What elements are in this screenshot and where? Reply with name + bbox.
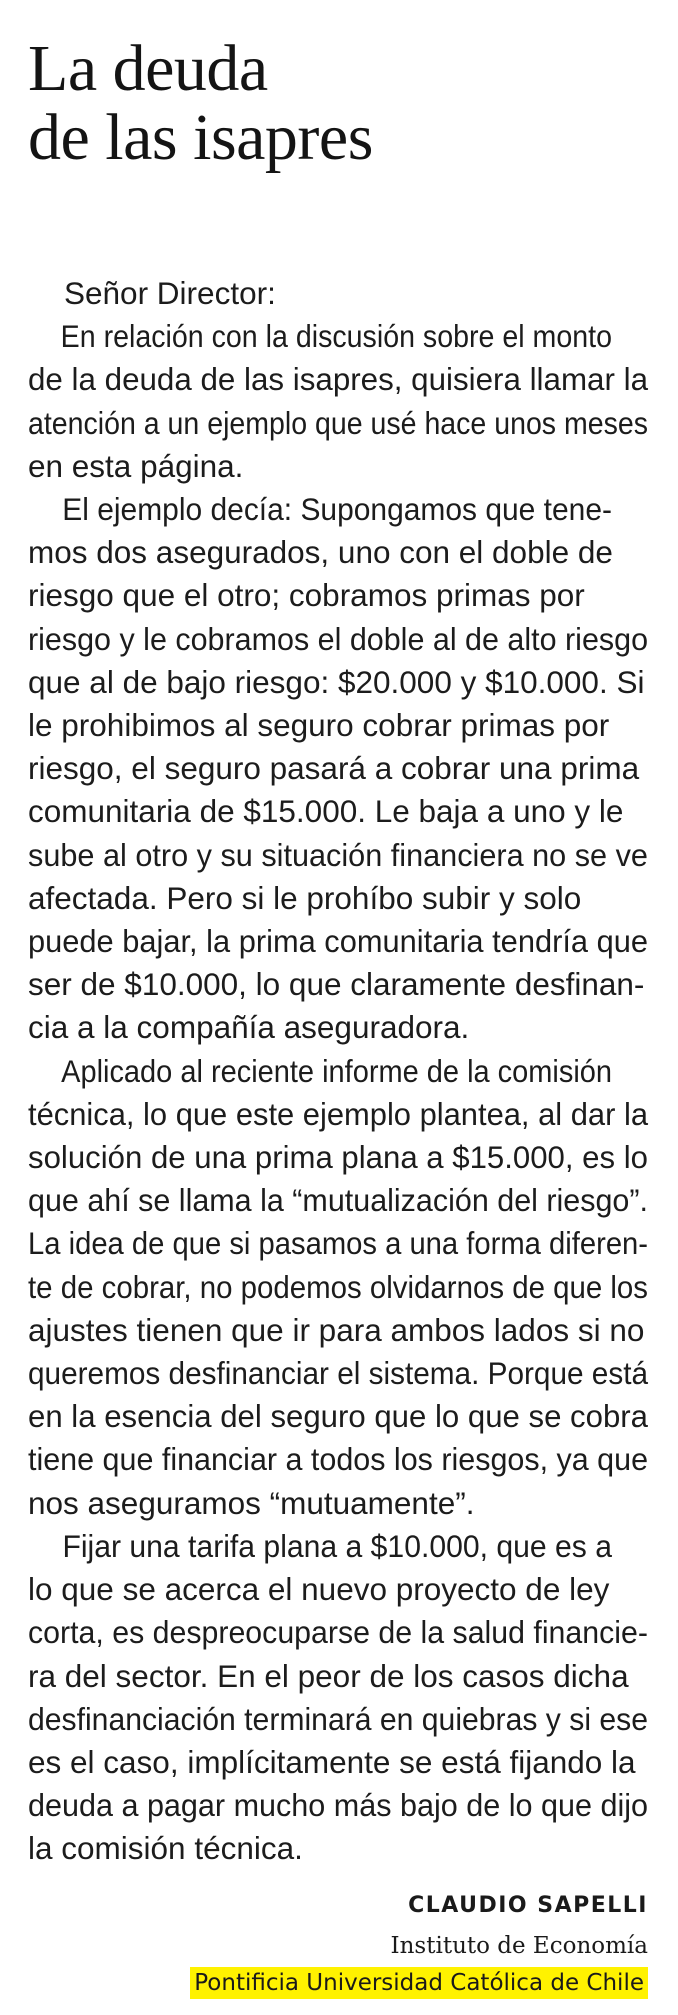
paragraph-line: En relación con la discusión sobre el monto bbox=[60, 318, 612, 355]
paragraph-line: que al de bajo riesgo: $20.000 y $10.000. Si bbox=[28, 663, 645, 700]
paragraph-line: El ejemplo decía: Supongamos que tene- bbox=[62, 491, 612, 528]
paragraph-line: La idea de que si pasamos a una forma diferen- bbox=[28, 1225, 649, 1262]
paragraph-line: tiene que financiar a todos los riesgos, ya que bbox=[28, 1441, 649, 1478]
paragraph-line: te de cobrar, no podemos olvidarnos de que los bbox=[28, 1268, 649, 1305]
paragraph-line: comunitaria de $15.000. Le baja a uno y le bbox=[28, 793, 624, 830]
paragraph-line: queremos desfinanciar el sistema. Porque está bbox=[28, 1355, 649, 1392]
paragraph-line: ser de $10.000, lo que claramente desfinan- bbox=[28, 966, 645, 1003]
paragraph-line: ra del sector. En el peor de los casos dicha bbox=[28, 1657, 629, 1694]
paragraph-line: de la deuda de las isapres, quisiera llamar la bbox=[28, 361, 648, 398]
paragraph-line: es el caso, implícitamente se está fijando la bbox=[28, 1743, 636, 1780]
paragraph-line: riesgo y le cobramos el doble al de alto riesgo bbox=[28, 620, 649, 657]
letter-paragraph bbox=[28, 272, 660, 315]
paragraph-line: mos dos asegurados, uno con el doble de bbox=[28, 534, 613, 571]
paragraph-line: que ahí se llama la “mutualización del riesgo”. bbox=[28, 1182, 649, 1219]
title-line-2: de las isapres bbox=[28, 101, 373, 174]
letter-paragraph bbox=[28, 1050, 660, 1525]
paragraph-line: deuda a pagar mucho más bajo de lo que dijo bbox=[28, 1787, 649, 1824]
letter-paragraph bbox=[28, 315, 660, 488]
paragraph-line: atención a un ejemplo que usé hace unos meses bbox=[28, 404, 649, 441]
paragraph-line: desfinanciación terminará en quiebras y si ese bbox=[28, 1700, 649, 1737]
paragraph-line: lo que se acerca el nuevo proyecto de ley bbox=[28, 1571, 610, 1608]
letter-paragraph bbox=[28, 1525, 660, 1871]
paragraph-line: en la esencia del seguro que lo que se cobra bbox=[28, 1398, 648, 1435]
paragraph-line: puede bajar, la prima comunitaria tendría que bbox=[28, 923, 649, 960]
paragraph-line: Señor Director: bbox=[64, 275, 276, 311]
paragraph-line: técnica, lo que este ejemplo plantea, al dar la bbox=[28, 1095, 649, 1132]
author-institute: Instituto de Economía bbox=[390, 1932, 648, 1959]
paragraph-line: Fijar una tarifa plana a $10.000, que es a bbox=[62, 1527, 612, 1564]
letter-body bbox=[28, 272, 660, 1871]
letter-paragraph bbox=[28, 488, 660, 1050]
paragraph-line: cia a la compañía aseguradora. bbox=[28, 1009, 470, 1046]
paragraph-line: solución de una prima plana a $15.000, es lo bbox=[28, 1139, 648, 1176]
title-line-1: La deuda bbox=[28, 32, 268, 105]
paragraph-line: Aplicado al reciente informe de la comisión bbox=[61, 1052, 613, 1089]
paragraph-line: riesgo que el otro; cobramos primas por bbox=[28, 577, 585, 614]
signature-block bbox=[28, 1889, 660, 1999]
paragraph-line: ajustes tienen que ir para ambos lados si no bbox=[28, 1311, 645, 1348]
paragraph-line: sube al otro y su situación financiera no se ve bbox=[28, 836, 648, 873]
paragraph-line: afectada. Pero si le prohíbo subir y solo bbox=[28, 879, 582, 916]
author-name: CLAUDIO SAPELLI bbox=[408, 1892, 648, 1918]
paragraph-line: en esta página. bbox=[28, 447, 244, 484]
paragraph-line: nos aseguramos “mutuamente”. bbox=[28, 1484, 475, 1521]
article-title bbox=[28, 34, 660, 172]
paragraph-line: corta, es despreocuparse de la salud financie- bbox=[28, 1614, 648, 1651]
author-university: Pontificia Universidad Católica de Chile bbox=[190, 1967, 648, 1999]
paragraph-line: le prohibimos al seguro cobrar primas por bbox=[28, 707, 610, 744]
paragraph-line: riesgo, el seguro pasará a cobrar una prima bbox=[28, 750, 640, 787]
paragraph-line: la comisión técnica. bbox=[28, 1830, 303, 1867]
